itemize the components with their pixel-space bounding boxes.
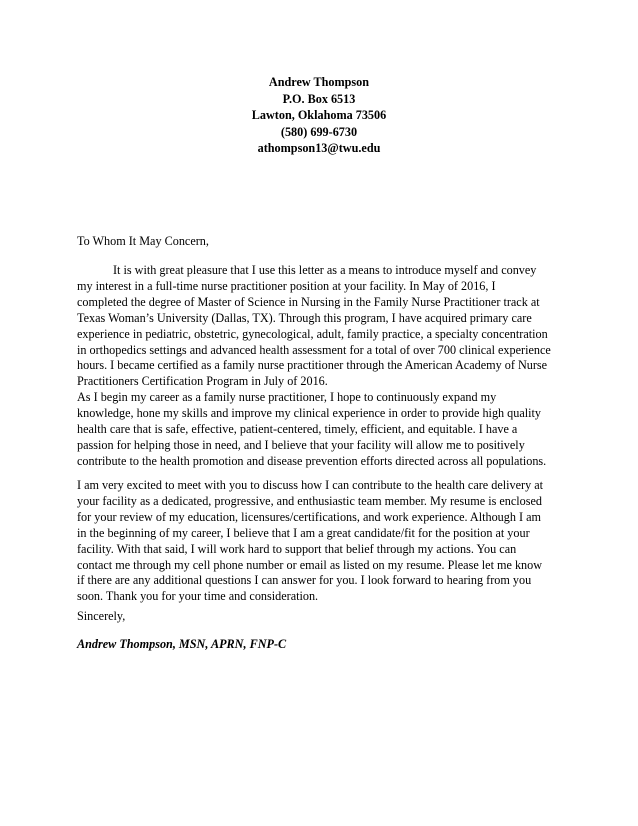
paragraph-line: in the beginning of my career, I believe that I am a great candidate/fit for the position at your bbox=[77, 525, 530, 540]
paragraph-line: I am very excited to meet with you to discuss how I can contribute to the health care delivery at bbox=[77, 478, 544, 492]
paragraph-line: if there are any additional questions I can answer for you. I look forward to hearing from you bbox=[77, 573, 532, 588]
salutation: To Whom It May Concern, bbox=[77, 234, 209, 248]
sender-phone: (580) 699-6730 bbox=[280, 124, 358, 139]
paragraph-line: contact me through my cell phone number or email as listed on my resume. Please let me know bbox=[77, 557, 543, 572]
sender-city-state-zip: Lawton, Oklahoma 73506 bbox=[251, 108, 387, 123]
sender-email: athompson13@twu.edu bbox=[257, 141, 381, 156]
paragraph-line: Texas Woman’s University (Dallas, TX). Through this program, I have acquired primary care bbox=[77, 310, 532, 325]
closing: Sincerely, bbox=[77, 609, 126, 623]
paragraph-line: hours. I became certified as a family nurse practitioner through the American Academy of Nurse bbox=[77, 358, 548, 373]
paragraph-line: health care that is safe, effective, patient-centered, timely, efficient, and equitable. I have a bbox=[77, 421, 518, 436]
paragraph-line: Practitioners Certification Program in July of 2016. bbox=[77, 374, 328, 389]
paragraph-line: experience in pediatric, obstetric, gynecological, adult, family practice, a specialty concentration bbox=[77, 326, 548, 341]
paragraph-line: contribute to the health promotion and disease prevention efforts directed across all populations. bbox=[77, 453, 547, 468]
paragraph-line: soon. Thank you for your time and consideration. bbox=[77, 589, 319, 604]
letterhead bbox=[0, 74, 638, 157]
paragraph-line: for your review of my education, licensures/certifications, and work experience. Although I am bbox=[77, 509, 541, 524]
body-paragraph-3 bbox=[77, 478, 564, 605]
sender-name: Andrew Thompson bbox=[268, 75, 370, 89]
paragraph-line: knowledge, hone my skills and improve my clinical experience in order to provide high quality bbox=[77, 405, 542, 420]
paragraph-line: in orthopedics settings and advanced health assessment for a total of over 700 clinical experience bbox=[77, 342, 551, 357]
paragraph-line: passion for helping those in need, and I believe that your facility will allow me to positively bbox=[77, 437, 525, 452]
body-paragraph-1 bbox=[77, 263, 564, 390]
paragraph-line: your facility as a dedicated, progressive, and enthusiastic team member. My resume is enclosed bbox=[77, 493, 543, 508]
paragraph-line: facility. With that said, I will work hard to support that belief through my actions. You can bbox=[77, 541, 517, 556]
paragraph-line: completed the degree of Master of Science in Nursing in the Family Nurse Practitioner track at bbox=[77, 294, 540, 309]
body-paragraph-2 bbox=[77, 390, 564, 470]
signature: Andrew Thompson, MSN, APRN, FNP-C bbox=[77, 637, 287, 651]
paragraph-line: It is with great pleasure that I use this letter as a means to introduce myself and convey bbox=[113, 263, 537, 277]
paragraph-line: As I begin my career as a family nurse practitioner, I hope to continuously expand my bbox=[77, 390, 497, 404]
paragraph-line: my interest in a full-time nurse practitioner position at your facility. In May of 2016, I bbox=[77, 278, 496, 293]
sender-po-box: P.O. Box 6513 bbox=[282, 91, 356, 106]
